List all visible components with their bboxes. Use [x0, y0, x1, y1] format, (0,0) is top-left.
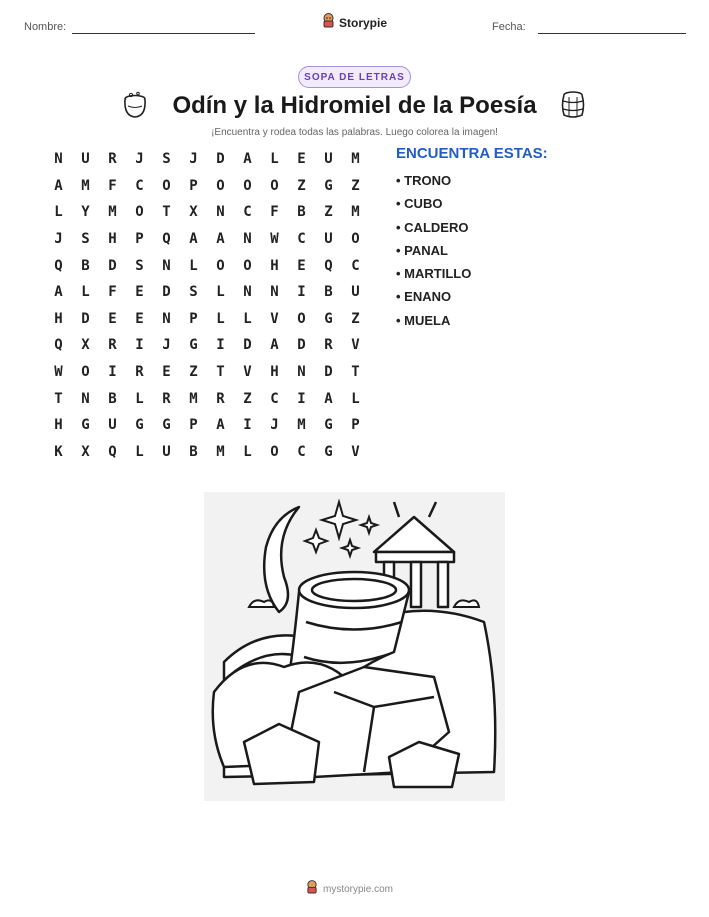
grid-letter[interactable]: O [297, 310, 306, 327]
grid-letter[interactable]: V [270, 310, 279, 327]
grid-letter[interactable]: N [81, 390, 90, 407]
name-line [72, 33, 255, 34]
grid-letter[interactable]: L [135, 443, 144, 460]
coloring-illustration [204, 492, 505, 801]
grid-letter[interactable]: N [270, 284, 279, 301]
grid-letter[interactable]: G [324, 310, 333, 327]
brand-name: Storypie [339, 16, 388, 30]
grid-letter[interactable]: O [216, 177, 225, 194]
grid-letter[interactable]: Q [108, 443, 117, 460]
grid-letter[interactable]: Z [351, 310, 360, 327]
grid-letter[interactable]: M [351, 151, 360, 168]
grid-letter[interactable]: H [270, 364, 279, 381]
grid-letter[interactable]: E [135, 310, 144, 327]
grid-letter[interactable]: U [351, 284, 360, 301]
word-search-grid [45, 146, 369, 465]
footer-url: mystorypie.com [323, 884, 394, 895]
grid-letter[interactable]: G [324, 177, 333, 194]
grid-letter[interactable]: B [108, 390, 117, 407]
grid-letter[interactable]: Q [324, 257, 333, 274]
grid-letter[interactable]: A [243, 151, 252, 168]
grid-row [45, 173, 369, 200]
grid-letter[interactable]: P [189, 417, 198, 434]
grid-letter[interactable]: I [243, 417, 252, 434]
grid-letter[interactable]: W [270, 231, 279, 248]
grid-letter[interactable]: J [162, 337, 171, 354]
grid-letter[interactable]: O [270, 177, 279, 194]
grid-letter[interactable]: E [297, 257, 306, 274]
word-item: • MARTILLO [396, 266, 472, 282]
word-item: • PANAL [396, 242, 448, 258]
grid-letter[interactable]: D [81, 310, 90, 327]
grid-letter[interactable]: X [189, 204, 198, 221]
grid-letter[interactable]: S [81, 231, 90, 248]
grid-letter[interactable]: T [216, 364, 225, 381]
grid-letter[interactable]: F [108, 177, 117, 194]
grid-letter[interactable]: E [135, 284, 144, 301]
grid-row [45, 439, 369, 466]
grid-letter[interactable]: C [135, 177, 144, 194]
grid-letter[interactable]: L [270, 151, 279, 168]
grid-letter[interactable]: E [108, 310, 117, 327]
grid-letter[interactable]: G [135, 417, 144, 434]
grid-letter[interactable]: I [108, 364, 117, 381]
activity-badge: SOPA DE LETRAS [298, 66, 411, 88]
grid-letter[interactable]: Y [81, 204, 90, 221]
grid-letter[interactable]: B [81, 257, 90, 274]
grid-letter[interactable]: X [81, 443, 90, 460]
word-list [396, 172, 471, 335]
grid-letter[interactable]: L [216, 310, 225, 327]
grid-letter[interactable]: Z [243, 390, 252, 407]
grid-letter[interactable]: U [162, 443, 171, 460]
grid-letter[interactable]: V [243, 364, 252, 381]
grid-letter[interactable]: G [189, 337, 198, 354]
grid-letter[interactable]: R [108, 151, 117, 168]
grid-letter[interactable]: A [216, 417, 225, 434]
storypie-mascot-icon [306, 880, 318, 899]
date-line [538, 33, 686, 34]
word-item: • CUBO [396, 196, 443, 212]
word-item: • MUELA [396, 312, 451, 328]
grid-letter[interactable]: A [54, 177, 63, 194]
grid-letter[interactable]: V [351, 337, 360, 354]
grid-letter[interactable]: N [297, 364, 306, 381]
grid-letter[interactable]: D [324, 364, 333, 381]
grid-letter[interactable]: Q [54, 337, 63, 354]
grid-letter[interactable]: C [270, 390, 279, 407]
grid-letter[interactable]: F [108, 284, 117, 301]
grid-letter[interactable]: A [216, 231, 225, 248]
brand-logo [322, 13, 387, 33]
grid-letter[interactable]: Q [162, 231, 171, 248]
grid-letter[interactable]: N [243, 231, 252, 248]
grid-letter[interactable]: H [54, 417, 63, 434]
grid-letter[interactable]: Z [324, 204, 333, 221]
grid-letter[interactable]: M [81, 177, 90, 194]
grid-row [45, 332, 369, 359]
instructions: ¡Encuentra y rodea todas las palabras. Luego colorea la imagen! [211, 127, 498, 138]
grid-letter[interactable]: A [270, 337, 279, 354]
grid-letter[interactable]: O [135, 204, 144, 221]
grid-letter[interactable]: O [351, 231, 360, 248]
grid-letter[interactable]: J [189, 151, 198, 168]
grid-letter[interactable]: W [54, 364, 63, 381]
name-label: Nombre: [24, 21, 67, 33]
grid-letter[interactable]: G [162, 417, 171, 434]
footer [306, 880, 393, 899]
grid-letter[interactable]: U [324, 231, 333, 248]
grid-letter[interactable]: B [324, 284, 333, 301]
grid-letter[interactable]: I [216, 337, 225, 354]
grid-letter[interactable]: N [162, 257, 171, 274]
grid-letter[interactable]: X [81, 337, 90, 354]
word-item: • CALDERO [396, 219, 469, 235]
grid-letter[interactable]: P [351, 417, 360, 434]
grid-letter[interactable]: M [108, 204, 117, 221]
grid-letter[interactable]: D [108, 257, 117, 274]
grid-row [45, 146, 369, 173]
grid-letter[interactable]: S [189, 284, 198, 301]
grid-letter[interactable]: O [270, 443, 279, 460]
grid-letter[interactable]: N [54, 151, 63, 168]
date-label: Fecha: [492, 21, 526, 33]
grid-row [45, 226, 369, 253]
grid-letter[interactable]: V [351, 443, 360, 460]
grid-letter[interactable]: M [297, 417, 306, 434]
grid-letter[interactable]: R [108, 337, 117, 354]
grid-letter[interactable]: L [135, 390, 144, 407]
grid-letter[interactable]: I [135, 337, 144, 354]
grid-letter[interactable]: T [162, 204, 171, 221]
grid-letter[interactable]: I [297, 390, 306, 407]
grid-row [45, 412, 369, 439]
grid-letter[interactable]: L [351, 390, 360, 407]
grid-letter[interactable]: J [270, 417, 279, 434]
grid-letter[interactable]: G [324, 443, 333, 460]
grid-letter[interactable]: D [162, 284, 171, 301]
grid-letter[interactable]: S [135, 257, 144, 274]
grid-letter[interactable]: E [162, 364, 171, 381]
grid-letter[interactable]: C [351, 257, 360, 274]
grid-letter[interactable]: L [243, 310, 252, 327]
grid-letter[interactable]: C [297, 443, 306, 460]
grid-letter[interactable]: P [189, 310, 198, 327]
grid-letter[interactable]: L [216, 284, 225, 301]
grid-letter[interactable]: M [351, 204, 360, 221]
grid-letter[interactable]: N [216, 204, 225, 221]
grid-letter[interactable]: L [81, 284, 90, 301]
grid-letter[interactable]: Q [54, 257, 63, 274]
grid-letter[interactable]: A [189, 231, 198, 248]
grid-letter[interactable]: A [324, 390, 333, 407]
grid-letter[interactable]: R [216, 390, 225, 407]
grid-letter[interactable]: B [297, 204, 306, 221]
grid-letter[interactable]: R [324, 337, 333, 354]
grid-letter[interactable]: U [108, 417, 117, 434]
grid-letter[interactable]: P [189, 177, 198, 194]
grid-letter[interactable]: Z [189, 364, 198, 381]
grid-letter[interactable]: T [54, 390, 63, 407]
grid-letter[interactable]: O [243, 177, 252, 194]
grid-letter[interactable]: O [243, 257, 252, 274]
grid-letter[interactable]: T [351, 364, 360, 381]
grid-row [45, 306, 369, 333]
grid-letter[interactable]: M [216, 443, 225, 460]
grid-letter[interactable]: I [297, 284, 306, 301]
grid-letter[interactable]: L [189, 257, 198, 274]
grid-letter[interactable]: S [162, 151, 171, 168]
grid-letter[interactable]: Z [297, 177, 306, 194]
word-item: • ENANO [396, 289, 452, 305]
grid-letter[interactable]: J [54, 231, 63, 248]
grid-letter[interactable]: K [54, 443, 63, 460]
grid-letter[interactable]: P [135, 231, 144, 248]
grid-letter[interactable]: O [216, 257, 225, 274]
grid-letter[interactable]: G [324, 417, 333, 434]
grid-letter[interactable]: U [324, 151, 333, 168]
grid-letter[interactable]: C [297, 231, 306, 248]
grid-letter[interactable]: C [243, 204, 252, 221]
grid-letter[interactable]: J [135, 151, 144, 168]
grid-letter[interactable]: R [162, 390, 171, 407]
grid-letter[interactable]: R [135, 364, 144, 381]
grid-letter[interactable]: B [189, 443, 198, 460]
grid-letter[interactable]: F [270, 204, 279, 221]
word-item: • TRONO [396, 173, 452, 188]
page-title: Odín y la Hidromiel de la Poesía [172, 92, 537, 119]
grid-letter[interactable]: G [81, 417, 90, 434]
grid-letter[interactable]: H [108, 231, 117, 248]
grid-row [45, 279, 369, 306]
grid-letter[interactable]: D [297, 337, 306, 354]
storypie-mascot-icon [322, 13, 335, 33]
grid-letter[interactable]: D [216, 151, 225, 168]
grid-letter[interactable]: L [243, 443, 252, 460]
grid-letter[interactable]: H [54, 310, 63, 327]
barrel-icon [559, 90, 587, 125]
grid-row [45, 199, 369, 226]
grid-letter[interactable]: O [162, 177, 171, 194]
grid-row [45, 359, 369, 386]
grid-row [45, 252, 369, 279]
grid-letter[interactable]: H [270, 257, 279, 274]
grid-letter[interactable]: M [189, 390, 198, 407]
grid-letter[interactable]: U [81, 151, 90, 168]
grid-letter[interactable]: Z [351, 177, 360, 194]
word-list-title: ENCUENTRA ESTAS: [396, 145, 548, 162]
grid-letter[interactable]: L [54, 204, 63, 221]
grid-letter[interactable]: E [297, 151, 306, 168]
grid-letter[interactable]: A [54, 284, 63, 301]
grid-letter[interactable]: N [243, 284, 252, 301]
grid-letter[interactable]: D [243, 337, 252, 354]
grid-letter[interactable]: O [81, 364, 90, 381]
grid-letter[interactable]: N [162, 310, 171, 327]
grid-row [45, 385, 369, 412]
